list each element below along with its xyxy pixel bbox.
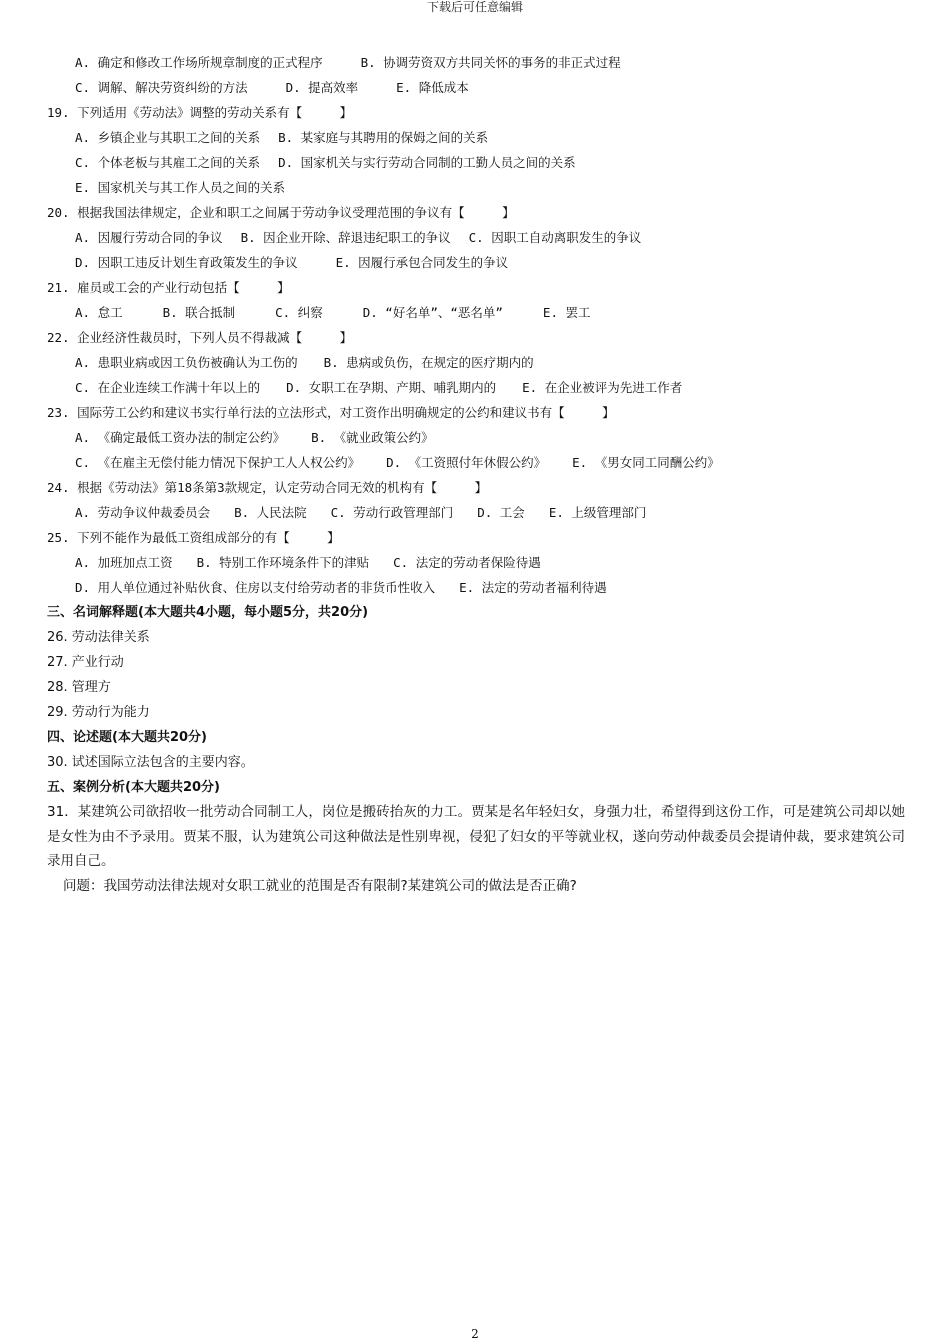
option-text: C. 《在雇主无偿付能力情况下保护工人人权公约》 xyxy=(75,455,361,470)
option-text: D. 工会 xyxy=(477,505,525,520)
term-item: 26. 劳动法律关系 xyxy=(47,630,150,645)
q20-options-row2 xyxy=(47,250,907,275)
option-text: E. 降低成本 xyxy=(396,80,469,95)
essay-item: 30. 试述国际立法包含的主要内容。 xyxy=(47,755,254,770)
q25-options-row1 xyxy=(47,550,907,575)
option-text: B. 因企业开除、辞退违纪职工的争议 xyxy=(240,230,451,245)
option-text: D. 用人单位通过补贴伙食、住房以支付给劳动者的非货币性收入 xyxy=(75,580,436,595)
option-text: A. 乡镇企业与其职工之间的关系 xyxy=(75,130,261,145)
section-heading: 四、论述题(本大题共20分) xyxy=(47,730,207,745)
q21-options-row1 xyxy=(47,300,907,325)
option-text: A. 加班加点工资 xyxy=(75,555,173,570)
section-heading: 五、案例分析(本大题共20分) xyxy=(47,780,220,795)
exam-content xyxy=(47,50,907,899)
option-text: C. 纠察 xyxy=(275,305,323,320)
question-stem: 19. 下列适用《劳动法》调整的劳动关系有【 】 xyxy=(47,105,353,120)
q22-options-row2 xyxy=(47,375,907,400)
q23-options-row1 xyxy=(47,425,907,450)
option-text: B. 《就业政策公约》 xyxy=(311,430,434,445)
option-text: D. 《工资照付年休假公约》 xyxy=(386,455,547,470)
question-stem: 25. 下列不能作为最低工资组成部分的有【 】 xyxy=(47,530,340,545)
option-text: A. 因履行劳动合同的争议 xyxy=(75,230,223,245)
option-text: E. 国家机关与其工作人员之间的关系 xyxy=(75,180,286,195)
q18-options-row2 xyxy=(47,75,907,100)
option-text: D. 因职工违反计划生育政策发生的争议 xyxy=(75,255,298,270)
option-text: D. 提高效率 xyxy=(285,80,359,95)
question-stem: 21. 雇员或工会的产业行动包括【 】 xyxy=(47,280,290,295)
case-question: 问题：我国劳动法律法规对女职工就业的范围是否有限制?某建筑公司的做法是否正确? xyxy=(63,877,577,894)
q22-options-row1 xyxy=(47,350,907,375)
q19-options-row3 xyxy=(47,175,907,200)
question-stem: 22. 企业经济性裁员时，下列人员不得裁减【 】 xyxy=(47,330,353,345)
option-text: E. 《男女同工同酬公约》 xyxy=(572,455,720,470)
option-text: E. 在企业被评为先进工作者 xyxy=(522,380,683,395)
option-text: E. 法定的劳动者福利待遇 xyxy=(459,580,607,595)
section-heading: 三、名词解释题(本大题共4小题，每小题5分，共20分) xyxy=(47,605,369,620)
q20-options-row1 xyxy=(47,225,907,250)
option-text: C. 调解、解决劳资纠纷的方法 xyxy=(75,80,248,95)
option-text: B. 特别工作环境条件下的津贴 xyxy=(196,555,370,570)
q25-options-row2 xyxy=(47,575,907,600)
option-text: B. 联合抵制 xyxy=(162,305,236,320)
term-item: 29. 劳动行为能力 xyxy=(47,705,150,720)
option-text: B. 患病或负伤，在规定的医疗期内的 xyxy=(323,355,534,370)
term-item: 27. 产业行动 xyxy=(47,655,124,670)
option-text: A. 患职业病或因工负伤被确认为工伤的 xyxy=(75,355,298,370)
option-text: B. 协调劳资双方共同关怀的事务的非正式过程 xyxy=(360,55,621,70)
option-text: E. 上级管理部门 xyxy=(548,505,647,520)
q24-options-row1 xyxy=(47,500,907,525)
q19-options-row2 xyxy=(47,150,907,175)
option-text: C. 因职工自动离职发生的争议 xyxy=(468,230,642,245)
option-text: C. 劳动行政管理部门 xyxy=(330,505,454,520)
question-stem: 20. 根据我国法律规定，企业和职工之间属于劳动争议受理范围的争议有【 】 xyxy=(47,205,515,220)
question-stem: 24. 根据《劳动法》第18条第3款规定，认定劳动合同无效的机构有【 】 xyxy=(47,480,488,495)
q23-options-row2 xyxy=(47,450,907,475)
option-text: A. 怠工 xyxy=(75,305,123,320)
option-text: A. 《确定最低工资办法的制定公约》 xyxy=(75,430,286,445)
option-text: A. 劳动争议仲裁委员会 xyxy=(75,505,211,520)
option-text: C. 法定的劳动者保险待遇 xyxy=(393,555,541,570)
option-text: C. 在企业连续工作满十年以上的 xyxy=(75,380,261,395)
option-text: B. 人民法院 xyxy=(234,505,307,520)
q19-options-row1 xyxy=(47,125,907,150)
option-text: D. 女职工在孕期、产期、哺乳期内的 xyxy=(286,380,497,395)
case-paragraph: 31．某建筑公司欲招收一批劳动合同制工人，岗位是搬砖抬灰的力工。贾某是名年轻妇女，身强力壮，希望得到这份工作，可是建筑公司却以她是女性为由不予录用。贾某不服，认为建筑公司这种做法是性别卑视，侵犯了妇女的平等就业权，遂向劳动仲裁委员会提请仲裁，要求建筑公司录用自己。 xyxy=(47,804,905,869)
page-header: 下载后可任意编辑 xyxy=(426,0,523,14)
option-text: E. 罢工 xyxy=(542,305,591,320)
option-text: D. 国家机关与实行劳动合同制的工勤人员之间的关系 xyxy=(278,155,576,170)
option-text: B. 某家庭与其聘用的保姆之间的关系 xyxy=(278,130,489,145)
term-item: 28. 管理方 xyxy=(47,680,111,695)
question-stem: 23. 国际劳工公约和建议书实行单行法的立法形式，对工资作出明确规定的公约和建议书有【 】 xyxy=(47,405,615,420)
option-text: C. 个体老板与其雇工之间的关系 xyxy=(75,155,261,170)
page-number: 2 xyxy=(471,1327,479,1341)
option-text: E. 因履行承包合同发生的争议 xyxy=(335,255,509,270)
q18-options-row1 xyxy=(47,50,907,75)
option-text: D. “好名单”、“恶名单” xyxy=(362,305,503,320)
option-text: A. 确定和修改工作场所规章制度的正式程序 xyxy=(75,55,323,70)
